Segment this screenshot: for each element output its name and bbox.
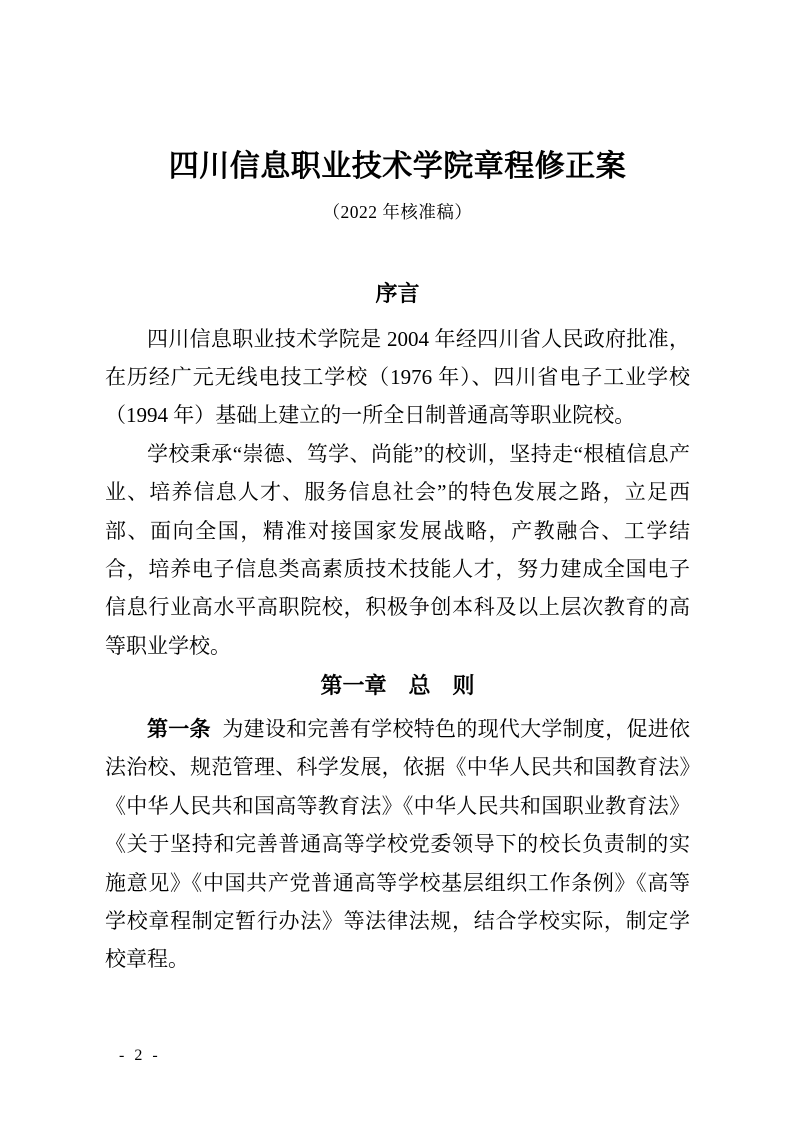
article-1-text: 为建设和完善有学校特色的现代大学制度，促进依法治校、规范管理、科学发展，依据《中华人民共和国教育法》《中华人民共和国高等教育法》《中华人民共和国职业教育法》《关于坚持和完善普通高等学校党委领导下的校长负责制的实施意见》《中国共产党普通高等学校基层组织工作条例》《高等学校章程制定暂行办法》等法律法规，结合学校实际，制定学校章程。 [105, 717, 691, 972]
page-title: 四川信息职业技术学院章程修正案 [168, 150, 627, 183]
page-footer [119, 1047, 161, 1065]
preface-paragraph-2: 学校秉承“崇德、笃学、尚能”的校训，坚持走“根植信息产业、培养信息人才、服务信息社会”的特色发展之路，立足西部、面向全国，精准对接国家发展战略，产教融合、工学结合，培养电子信息类高素质技术技能人才，努力建成全国电子信息行业高水平高职院校，积极争创本科及以上层次教育的高等职业学校。 [105, 441, 690, 658]
preface-heading: 序言 [375, 281, 420, 306]
page-subtitle: （2022 年核准稿） [322, 202, 473, 222]
chapter-1-heading: 第一章 总 则 [320, 673, 475, 699]
article-1-number: 第一条 [147, 717, 211, 742]
preface-paragraph-1: 四川信息职业技术学院是 2004 年经四川省人民政府批准，在历经广元无线电技工学校（1976 年）、四川省电子工业学校（1994 年）基础上建立的一所全日制普通高等职业院校。 [105, 326, 690, 428]
article-1-paragraph [105, 710, 690, 979]
page-number: - 2 - [119, 1047, 161, 1064]
